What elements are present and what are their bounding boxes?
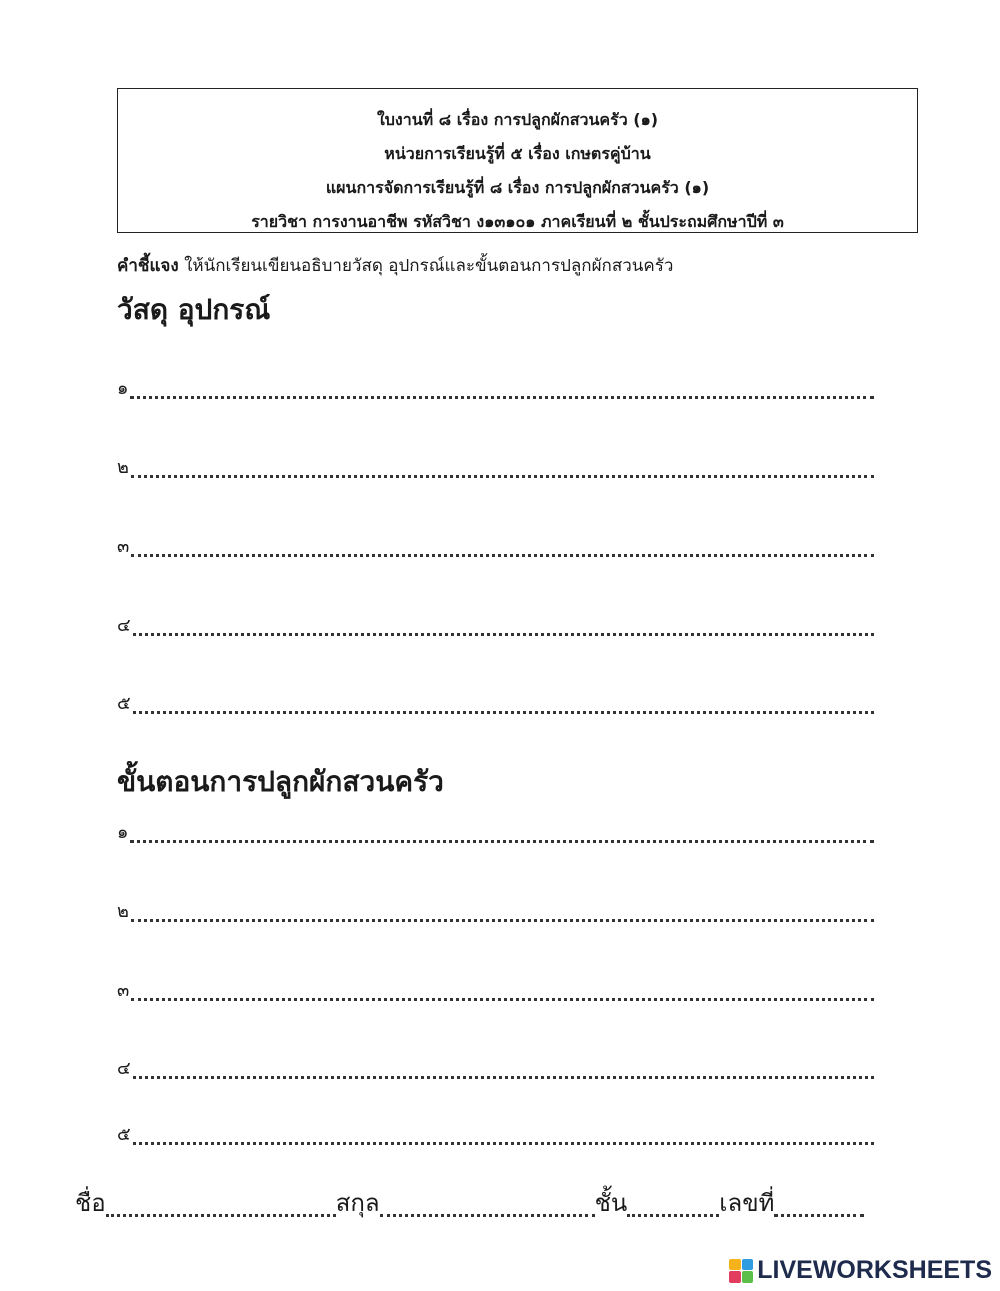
surname-blank[interactable]: [380, 1210, 595, 1217]
line-number: ๒: [117, 901, 129, 922]
steps-line-4[interactable]: [117, 1058, 874, 1082]
logo-tile: [742, 1259, 754, 1271]
logo-tile: [742, 1271, 754, 1283]
student-info-row: [75, 1190, 907, 1222]
materials-line-4[interactable]: [117, 615, 874, 639]
steps-line-1[interactable]: [117, 822, 874, 846]
course-info: รายวิชา การงานอาชีพ รหัสวิชา ง๑๓๑๐๑ ภาคเรียนที่ ๒ ชั้นประถมศึกษาปีที่ ๓: [251, 212, 784, 231]
answer-blank[interactable]: [131, 550, 874, 557]
class-blank[interactable]: [627, 1210, 719, 1217]
worksheet-title: ใบงานที่ ๘ เรื่อง การปลูกผักสวนครัว (๑): [376, 110, 659, 129]
line-number: ๔: [117, 1058, 131, 1079]
logo-tile: [729, 1259, 741, 1271]
number-blank[interactable]: [774, 1210, 864, 1217]
line-number: ๕: [117, 1124, 131, 1145]
steps-line-3[interactable]: [117, 980, 874, 1004]
line-number: ๒: [117, 457, 129, 478]
line-number: ๔: [117, 615, 131, 636]
steps-heading: ขั้นตอนการปลูกผักสวนครัว: [117, 765, 444, 798]
materials-heading: วัสดุ อุปกรณ์: [117, 293, 271, 326]
instruction-label: คำชี้แจง: [117, 256, 179, 276]
line-number: ๑: [117, 378, 129, 399]
materials-line-3[interactable]: [117, 536, 874, 560]
class-label: ชั้น: [594, 1189, 628, 1217]
line-number: ๕: [117, 693, 131, 714]
answer-blank[interactable]: [133, 629, 874, 636]
answer-blank[interactable]: [130, 836, 874, 843]
name-label: ชื่อ: [75, 1189, 106, 1217]
line-number: ๑: [117, 822, 129, 843]
liveworksheets-icon: [729, 1259, 753, 1283]
answer-blank[interactable]: [130, 392, 874, 399]
answer-blank[interactable]: [131, 915, 874, 922]
answer-blank[interactable]: [131, 994, 874, 1001]
materials-line-1[interactable]: [117, 378, 874, 402]
instruction: [117, 252, 673, 279]
materials-line-5[interactable]: [117, 693, 874, 717]
logo-tile: [729, 1271, 741, 1283]
answer-blank[interactable]: [133, 707, 874, 714]
header-box: [117, 88, 918, 233]
surname-label: สกุล: [335, 1189, 380, 1217]
lesson-plan: แผนการจัดการเรียนรู้ที่ ๘ เรื่อง การปลูกผักสวนครัว (๑): [325, 178, 710, 197]
brand-text: LIVEWORKSHEETS: [757, 1256, 992, 1284]
steps-line-2[interactable]: [117, 901, 874, 925]
answer-blank[interactable]: [131, 471, 874, 478]
learning-unit: หน่วยการเรียนรู้ที่ ๕ เรื่อง เกษตรคู่บ้าน: [384, 144, 651, 163]
answer-blank[interactable]: [133, 1138, 874, 1145]
materials-line-2[interactable]: [117, 457, 874, 481]
number-label: เลขที่: [719, 1189, 775, 1217]
steps-line-5[interactable]: [117, 1124, 874, 1148]
line-number: ๓: [117, 536, 130, 557]
instruction-text: ให้นักเรียนเขียนอธิบายวัสดุ อุปกรณ์และขั้นตอนการปลูกผักสวนครัว: [178, 256, 674, 276]
line-number: ๓: [117, 980, 130, 1001]
liveworksheets-logo: [729, 1256, 992, 1285]
name-blank[interactable]: [106, 1210, 336, 1217]
answer-blank[interactable]: [133, 1072, 874, 1079]
